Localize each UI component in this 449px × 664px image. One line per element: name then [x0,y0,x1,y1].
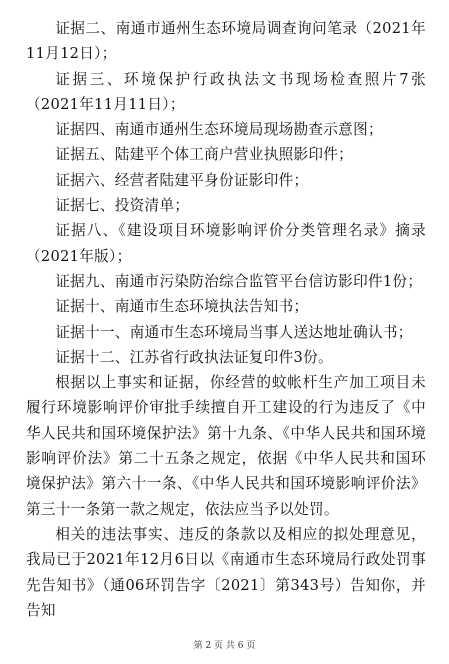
evidence-item-6: 证据六、经营者陆建平身份证影印件； [55,171,309,189]
document-body [26,16,426,623]
evidence-item-7: 证据七、投资清单； [55,197,190,215]
prior-notice-paragraph: 相关的违法事实、违反的条款以及相应的拟处理意见，我局已于2021年12月6日以《南通市生态环境局行政处罚事先告知书》（通06环罚告字〔2021〕第343号）告知你，并告知 [26,525,426,619]
evidence-item-12: 证据十二、江苏省行政执法证复印件3份。 [55,348,333,366]
page-number-footer: 第 2 页 共 6 页 [193,641,256,651]
evidence-item-11: 证据十一、南通市生态环境局当事人送达地址确认书； [55,323,413,341]
evidence-item-8: 证据八、《建设项目环境影响评价分类管理名录》摘录（2021年版）； [26,222,426,265]
evidence-item-10: 证据十、南通市生态环境执法告知书； [55,298,309,316]
evidence-item-5: 证据五、陆建平个体工商户营业执照影印件； [55,146,354,164]
evidence-item-9: 证据九、南通市污染防治综合监管平台信访影印件1份； [55,272,423,290]
violation-conclusion-paragraph: 根据以上事实和证据，你经营的蚊帐杆生产加工项目未履行环境影响评价审批手续擅自开工建设的行为违反了《中华人民共和国环境保护法》第十九条、《中华人民共和国环境影响评价法》第二十五条之规定，依据《中华人民共和国环境保护法》第六十一条、《中华人民共和国环境影响评价法》第三十一条第一款之规定，依法应当予以处罚。 [26,374,426,518]
evidence-item-4: 证据四、南通市通州生态环境局现场勘查示意图； [55,121,383,139]
evidence-item-2: 证据二、南通市通州生态环境局调查询问笔录（2021年11月12日）； [26,20,426,63]
evidence-item-3: 证据三、环境保护行政执法文书现场检查照片7张（2021年11月11日）； [26,70,426,113]
